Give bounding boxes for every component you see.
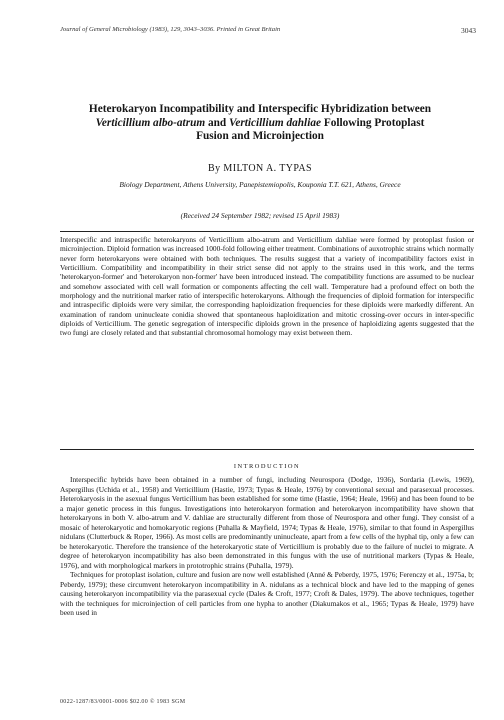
page-number: 3043 — [461, 26, 476, 35]
journal-citation: Journal of General Microbiology (1983), 129, 3043–3036. Printed in Great Britain — [60, 26, 281, 33]
author-affiliation: Biology Department, Athens University, Panepistemiopolis, Kouponia T.T. 621, Athens, Greece — [119, 180, 401, 189]
running-head — [60, 26, 476, 35]
title-line-3: Fusion and Microinjection — [196, 130, 324, 143]
abstract-text: Interspecific and intraspecific heterokaryons of Verticillium albo-atrum and Verticillium dahliae were formed by protoplast fusion or microinjection. Diploid formation was increased 1000-fold following either treatment. Combinations of auxotrophic strains which normally never form heterokaryons were obtained with both techniques. The results suggest that a variety of incompatibility factors exist in Verticillium. Compatibility and incompatibility in their strict sense did not apply to the strains used in this work, and the terms 'heterokaryon-former' and 'heterokaryon non-former' have been introduced instead. The compatibility functions are assumed to be nuclear and somehow associated with cell wall formation or components affecting the cell wall. Temperature had a profound effect on both the morphology and the nutritional marker ratio of interspecific heterokaryons. Although the frequencies of diploid formation for interspecific and intraspecific diploids were very similar, the corresponding haploidization frequencies for these diploids were markedly different. An examination of random uninucleate conidia showed that spontaneous haploidization and mitotic crossing-over occurs in inter-specific diploids of Verticillium. The genetic segregation of interspecific diploids grown in the presence of haploidizing agents suggested that the two fungi are closely related and that substantial chromosomal homology may exist between them. — [60, 235, 474, 338]
introduction-body — [60, 475, 474, 618]
title-line-2-tail: Following Protoplast — [321, 116, 425, 129]
abstract-bottom-rule — [60, 449, 474, 450]
received-dates: (Received 24 September 1982; revised 15 April 1983) — [180, 211, 340, 220]
intro-paragraph-1: Interspecific hybrids have been obtained in a number of fungi, including Neurospora (Dodge, 1936), Sordaria (Lewis, 1969), Aspergillus (Uchida et al., 1958) and Verticillium (Hastie, 1973; Typas & Heale, 1976) by conventional sexual and parasexual processes. Heterokaryosis in the asexual fungus Verticillium has been established for some time (Hastie, 1964; Heale, 1966) and has been found to be a major genetic process in this fungus. Investigations into heterokaryon formation and heterokaryon incompatibility have shown that heterokaryons in both V. albo-atrum and V. dahliae are structurally different from those of Neurospora and other fungi. They consist of a mosaic of heterokaryotic and homokaryotic regions (Puhalla & Mayfield, 1974; Typas & Heale, 1976), similar to that found in Aspergillus nidulans (Clutterbuck & Roper, 1966). As most cells are predominantly uninucleate, apart from a few cells of the hyphal tip, only a few can be heterokaryotic. Therefore the transience of the heterokaryotic state of Verticillium is probably due to the failure of nuclei to migrate. A degree of heterokaryon incompatibility has also been demonstrated in this fungus with the use of nutritional markers (Typas & Heale, 1976), and with morphological markers in prototrophic strains (Puhalla, 1979). — [60, 475, 474, 570]
section-heading-introduction: INTRODUCTION — [233, 463, 301, 470]
intro-paragraph-2: Techniques for protoplast isolation, culture and fusion are now well established (Anné & Peberdy, 1975, 1976; Ferenczy et al., 1975a, b; Peberdy, 1979); these circumvent heterokaryon incompatibility in A. nidulans as a technical block and have led to the mapping of genes causing heterokaryon incompatibility via the parasexual cycle (Dales & Croft, 1977; Croft & Dales, 1979). The above techniques, together with the techniques for microinjection of cell particles from one hypha to another (Diakumakos et al., 1965; Typas & Heale, 1979) have been used in — [60, 570, 474, 617]
article-title — [40, 103, 480, 144]
title-species-a: Verticillium albo-atrum — [95, 116, 206, 129]
title-line-1: Heterokaryon Incompatibility and Interspecific Hybridization between — [88, 103, 432, 115]
copyright-footer: 0022-1287/83/0001-0006 $02.00 © 1983 SGM — [60, 699, 186, 705]
author-byline: By MILTON A. TYPAS — [208, 163, 312, 174]
title-and-word: and — [205, 116, 230, 129]
title-species-b: Verticillium dahliae — [229, 116, 321, 129]
abstract-top-rule — [60, 231, 474, 232]
